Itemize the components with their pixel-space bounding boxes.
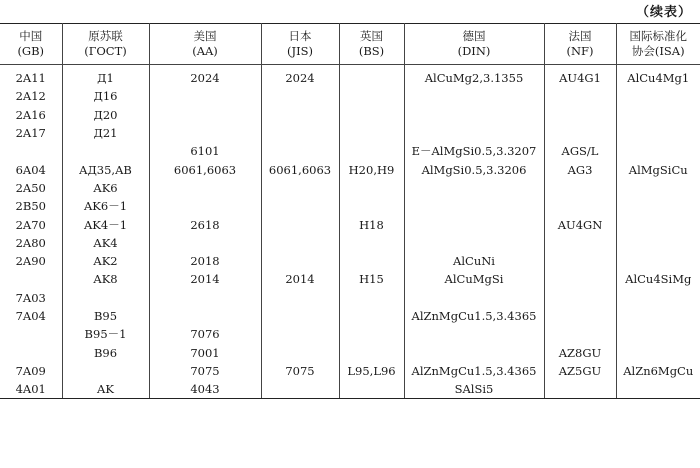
table-row xyxy=(0,307,700,325)
column-header-din xyxy=(404,24,544,65)
cell-nf: AU4G1 xyxy=(544,65,616,88)
cell-isa xyxy=(616,142,700,160)
cell-bs: H20,H9 xyxy=(339,160,404,178)
table-row xyxy=(0,124,700,142)
cell-nf xyxy=(544,252,616,270)
cell-gb: 2A70 xyxy=(0,215,62,233)
cell-isa xyxy=(616,380,700,399)
column-header-line: (BS) xyxy=(358,44,385,58)
column-header-line: 协会(ISA) xyxy=(631,44,685,58)
cell-bs xyxy=(339,252,404,270)
cell-aa: 2014 xyxy=(149,270,261,288)
cell-gb: 2A11 xyxy=(0,65,62,88)
table-row xyxy=(0,142,700,160)
cell-jis: 2014 xyxy=(261,270,339,288)
table-row xyxy=(0,270,700,288)
cell-nf xyxy=(544,106,616,124)
cell-jis: 6061,6063 xyxy=(261,160,339,178)
cell-aa xyxy=(149,87,261,105)
cell-jis xyxy=(261,380,339,399)
alloy-grade-comparison-table xyxy=(0,23,700,399)
cell-aa: 2024 xyxy=(149,65,261,88)
cell-gb: 2A90 xyxy=(0,252,62,270)
cell-gost xyxy=(62,362,149,380)
cell-jis xyxy=(261,215,339,233)
cell-gb: 7A04 xyxy=(0,307,62,325)
cell-aa: 7001 xyxy=(149,343,261,361)
cell-gb xyxy=(0,270,62,288)
cell-nf: AU4GN xyxy=(544,215,616,233)
cell-gb: 2A17 xyxy=(0,124,62,142)
table-row xyxy=(0,289,700,307)
cell-din: AlCuMg2,3.1355 xyxy=(404,65,544,88)
cell-gb xyxy=(0,142,62,160)
cell-aa xyxy=(149,197,261,215)
column-header-isa xyxy=(616,24,700,65)
cell-bs: H15 xyxy=(339,270,404,288)
header-row xyxy=(0,24,700,65)
data-table xyxy=(0,23,700,399)
table-row xyxy=(0,106,700,124)
cell-din: AlCuMgSi xyxy=(404,270,544,288)
cell-din xyxy=(404,197,544,215)
cell-isa xyxy=(616,87,700,105)
cell-din: AlMgSi0.5,3.3206 xyxy=(404,160,544,178)
cell-bs xyxy=(339,307,404,325)
column-header-line: (GB) xyxy=(17,44,45,58)
cell-bs: L95,L96 xyxy=(339,362,404,380)
cell-gb: 6A04 xyxy=(0,160,62,178)
cell-isa xyxy=(616,343,700,361)
cell-jis xyxy=(261,307,339,325)
cell-jis xyxy=(261,106,339,124)
cell-din xyxy=(404,179,544,197)
cell-nf xyxy=(544,270,616,288)
cell-din: E－AlMgSi0.5,3.3207 xyxy=(404,142,544,160)
column-header-gb xyxy=(0,24,62,65)
cell-din xyxy=(404,289,544,307)
cell-nf: AZ8GU xyxy=(544,343,616,361)
cell-nf xyxy=(544,307,616,325)
continued-label: （续表） xyxy=(635,5,692,20)
column-header-line: (DIN) xyxy=(457,44,491,58)
column-header-aa xyxy=(149,24,261,65)
cell-bs xyxy=(339,343,404,361)
cell-bs xyxy=(339,380,404,399)
cell-gost: Д21 xyxy=(62,124,149,142)
cell-nf xyxy=(544,234,616,252)
cell-bs xyxy=(339,124,404,142)
cell-jis xyxy=(261,325,339,343)
cell-gost xyxy=(62,142,149,160)
column-header-nf xyxy=(544,24,616,65)
cell-isa: AlCu4Mg1 xyxy=(627,71,690,86)
cell-nf xyxy=(544,325,616,343)
cell-aa xyxy=(149,106,261,124)
cell-aa: 2018 xyxy=(149,252,261,270)
cell-aa xyxy=(149,179,261,197)
cell-din xyxy=(404,343,544,361)
cell-gost: AK6 xyxy=(62,179,149,197)
cell-gost: AK4 xyxy=(62,234,149,252)
cell-jis: 7075 xyxy=(261,362,339,380)
table-row xyxy=(0,65,700,88)
column-header-bs xyxy=(339,24,404,65)
table-row xyxy=(0,362,700,380)
column-header-line: (ГОСТ) xyxy=(84,44,127,58)
cell-gost xyxy=(62,289,149,307)
cell-isa xyxy=(616,252,700,270)
cell-isa xyxy=(616,307,700,325)
cell-gost: AД35,AB xyxy=(62,160,149,178)
table-row xyxy=(0,380,700,399)
cell-gost: AK xyxy=(62,380,149,399)
cell-gost: AK2 xyxy=(62,252,149,270)
cell-jis xyxy=(261,124,339,142)
cell-jis xyxy=(261,87,339,105)
cell-gost: AK6－1 xyxy=(62,197,149,215)
cell-bs xyxy=(339,197,404,215)
cell-jis xyxy=(261,197,339,215)
cell-nf xyxy=(544,197,616,215)
column-header-line: 法国 xyxy=(568,29,592,43)
cell-din: AlCuNi xyxy=(404,252,544,270)
cell-isa xyxy=(616,215,700,233)
cell-din xyxy=(404,87,544,105)
cell-aa: 2618 xyxy=(149,215,261,233)
cell-jis xyxy=(261,142,339,160)
cell-nf: AGS/L xyxy=(544,142,616,160)
cell-gb: 2A50 xyxy=(0,179,62,197)
cell-gb: 2B50 xyxy=(0,197,62,215)
column-header-line: 原苏联 xyxy=(88,29,123,43)
cell-bs: H18 xyxy=(339,215,404,233)
cell-bs xyxy=(339,234,404,252)
cell-aa xyxy=(149,289,261,307)
cell-nf xyxy=(544,87,616,105)
cell-din: SAlSi5 xyxy=(404,380,544,399)
cell-bs xyxy=(339,106,404,124)
cell-isa xyxy=(616,325,700,343)
cell-gost: Д16 xyxy=(62,87,149,105)
table-row xyxy=(0,179,700,197)
cell-bs xyxy=(339,289,404,307)
cell-nf xyxy=(544,179,616,197)
cell-din xyxy=(404,124,544,142)
cell-gb: 2A16 xyxy=(0,106,62,124)
table-row xyxy=(0,325,700,343)
cell-din xyxy=(404,325,544,343)
cell-gb xyxy=(0,325,62,343)
cell-bs xyxy=(339,87,404,105)
column-header-line: (AA) xyxy=(192,44,218,58)
table-row xyxy=(0,87,700,105)
cell-jis xyxy=(261,289,339,307)
column-header-gost xyxy=(62,24,149,65)
cell-bs xyxy=(339,142,404,160)
column-header-line: (NF) xyxy=(566,44,594,58)
table-body xyxy=(0,65,700,399)
cell-isa: AlCu4SiMg xyxy=(625,272,692,287)
cell-jis: 2024 xyxy=(261,65,339,88)
column-header-line: 国际标准化 xyxy=(629,29,687,43)
cell-jis xyxy=(261,343,339,361)
cell-jis xyxy=(261,179,339,197)
cell-gost: B96 xyxy=(62,343,149,361)
cell-aa xyxy=(149,234,261,252)
cell-jis xyxy=(261,252,339,270)
cell-gb: 4A01 xyxy=(0,380,62,399)
table-row xyxy=(0,234,700,252)
cell-bs xyxy=(339,65,404,88)
column-header-line: (JIS) xyxy=(286,44,313,58)
cell-jis xyxy=(261,234,339,252)
cell-din: AlZnMgCu1.5,3.4365 xyxy=(404,362,544,380)
cell-nf: AG3 xyxy=(544,160,616,178)
cell-isa xyxy=(616,124,700,142)
column-header-line: 美国 xyxy=(193,29,217,43)
cell-bs xyxy=(339,325,404,343)
cell-aa: 6061,6063 xyxy=(149,160,261,178)
column-header-line: 德国 xyxy=(462,29,486,43)
cell-din xyxy=(404,234,544,252)
cell-aa xyxy=(149,124,261,142)
cell-gost: AK4－1 xyxy=(62,215,149,233)
cell-isa xyxy=(616,234,700,252)
table-row xyxy=(0,252,700,270)
cell-isa xyxy=(616,197,700,215)
cell-aa: 6101 xyxy=(149,142,261,160)
cell-gb xyxy=(0,343,62,361)
table-row xyxy=(0,343,700,361)
cell-din: AlZnMgCu1.5,3.4365 xyxy=(404,307,544,325)
cell-nf xyxy=(544,289,616,307)
table-row xyxy=(0,160,700,178)
table-row xyxy=(0,197,700,215)
cell-gb: 2A12 xyxy=(0,87,62,105)
cell-isa xyxy=(616,106,700,124)
column-header-line: 中国 xyxy=(19,29,43,43)
cell-bs xyxy=(339,179,404,197)
column-header-jis xyxy=(261,24,339,65)
cell-gb: 7A09 xyxy=(0,362,62,380)
cell-aa: 7075 xyxy=(149,362,261,380)
cell-isa: AlZn6MgCu xyxy=(623,363,694,378)
cell-din xyxy=(404,106,544,124)
cell-aa: 4043 xyxy=(149,380,261,399)
cell-din xyxy=(404,215,544,233)
cell-aa: 7076 xyxy=(149,325,261,343)
table-row xyxy=(0,215,700,233)
cell-nf xyxy=(544,124,616,142)
cell-gb: 7A03 xyxy=(0,289,62,307)
cell-gost: Д1 xyxy=(62,65,149,88)
cell-gost: B95－1 xyxy=(62,325,149,343)
cell-nf: AZ5GU xyxy=(544,362,616,380)
column-header-line: 日本 xyxy=(288,29,312,43)
cell-aa xyxy=(149,307,261,325)
cell-isa: AlMgSiCu xyxy=(628,162,688,177)
cell-nf xyxy=(544,380,616,399)
cell-isa xyxy=(616,179,700,197)
cell-isa xyxy=(616,289,700,307)
column-header-line: 英国 xyxy=(360,29,383,43)
cell-gb: 2A80 xyxy=(0,234,62,252)
cell-gost: Д20 xyxy=(62,106,149,124)
cell-gost: AK8 xyxy=(62,270,149,288)
cell-gost: B95 xyxy=(62,307,149,325)
